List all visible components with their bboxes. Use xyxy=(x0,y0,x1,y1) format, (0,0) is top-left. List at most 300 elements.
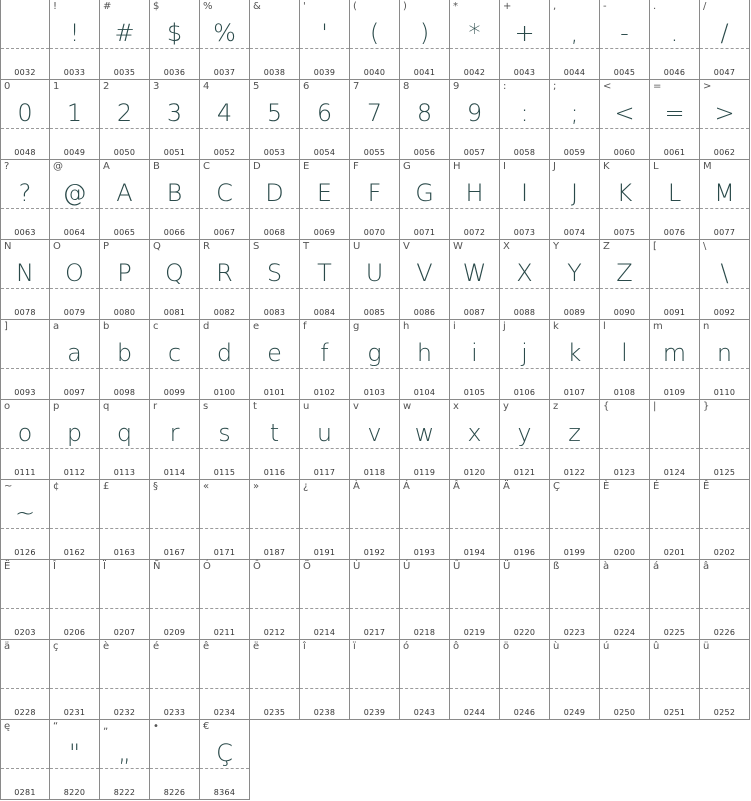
glyph-label: P xyxy=(103,241,110,252)
glyph-cell xyxy=(550,640,600,720)
glyph-sample: I xyxy=(520,179,529,207)
glyph-code: 0191 xyxy=(313,548,336,557)
glyph-sample: 0 xyxy=(17,99,33,127)
glyph-sample: " xyxy=(68,739,81,767)
baseline-guide xyxy=(450,688,499,689)
glyph-cell xyxy=(700,0,750,80)
glyph-sample: / xyxy=(720,19,729,47)
glyph-cell xyxy=(200,480,250,560)
glyph-cell xyxy=(600,400,650,480)
glyph-cell xyxy=(600,560,650,640)
glyph-code: 0101 xyxy=(263,388,286,397)
baseline-guide xyxy=(300,608,349,609)
glyph-cell xyxy=(100,560,150,640)
glyph-label: R xyxy=(203,241,210,252)
glyph-code: 0041 xyxy=(413,68,436,77)
glyph-label: ę xyxy=(4,721,11,732)
glyph-cell xyxy=(50,320,100,400)
glyph-code: 0106 xyxy=(513,388,536,397)
glyph-label: & xyxy=(253,1,261,12)
glyph-code: 0045 xyxy=(613,68,636,77)
glyph-code: 0105 xyxy=(463,388,486,397)
glyph-sample: 4 xyxy=(216,99,233,127)
glyph-cell xyxy=(200,80,250,160)
glyph-label: C xyxy=(203,161,210,172)
glyph-code: 0073 xyxy=(513,228,536,237)
glyph-label: Ï xyxy=(103,561,106,572)
glyph-label: Ó xyxy=(203,561,211,572)
baseline-guide xyxy=(300,688,349,689)
glyph-label: r xyxy=(153,401,158,412)
glyph-code: 0059 xyxy=(563,148,586,157)
glyph-label: Z xyxy=(603,241,610,252)
glyph-code: 0056 xyxy=(413,148,436,157)
glyph-label: â xyxy=(703,561,710,572)
glyph-sample: s xyxy=(218,419,231,447)
glyph-code: 0233 xyxy=(163,708,186,717)
glyph-label: w xyxy=(403,401,412,412)
glyph-label: ¿ xyxy=(303,481,309,492)
glyph-code: 0214 xyxy=(313,628,336,637)
glyph-code: 0062 xyxy=(713,148,736,157)
glyph-cell xyxy=(600,80,650,160)
glyph-label: § xyxy=(153,481,158,492)
glyph-label: “ xyxy=(53,721,59,732)
glyph-code: 0122 xyxy=(563,468,586,477)
glyph-label: ô xyxy=(453,641,460,652)
glyph-code: 0228 xyxy=(14,708,36,717)
glyph-cell xyxy=(150,320,200,400)
glyph-code: 0083 xyxy=(263,308,286,317)
glyph-label: z xyxy=(553,401,559,412)
glyph-cell xyxy=(0,720,50,800)
glyph-label: Á xyxy=(403,481,410,492)
glyph-cell xyxy=(500,640,550,720)
glyph-cell xyxy=(500,400,550,480)
glyph-sample: c xyxy=(167,339,182,367)
glyph-label: q xyxy=(103,401,110,412)
glyph-sample: 6 xyxy=(316,99,333,127)
glyph-label: Ö xyxy=(303,561,311,572)
glyph-code: 0110 xyxy=(713,388,736,397)
glyph-code: 0232 xyxy=(113,708,136,717)
glyph-code: 0076 xyxy=(663,228,686,237)
glyph-label: f xyxy=(303,321,307,332)
glyph-cell xyxy=(350,80,400,160)
glyph-label: i xyxy=(453,321,456,332)
glyph-sample: P xyxy=(117,259,132,287)
glyph-label: î xyxy=(303,641,306,652)
glyph-cell xyxy=(250,0,300,80)
glyph-label: Î xyxy=(53,561,56,572)
glyph-cell xyxy=(700,160,750,240)
glyph-code: 0065 xyxy=(113,228,136,237)
glyph-sample: l xyxy=(621,339,628,367)
glyph-cell xyxy=(350,400,400,480)
glyph-code: 0108 xyxy=(613,388,636,397)
glyph-code: 0224 xyxy=(613,628,636,637)
glyph-cell xyxy=(350,160,400,240)
glyph-label: m xyxy=(653,321,663,332)
glyph-code: 0200 xyxy=(613,548,636,557)
glyph-cell xyxy=(550,80,600,160)
glyph-cell xyxy=(150,160,200,240)
glyph-code: 0194 xyxy=(463,548,486,557)
glyph-label: + xyxy=(503,1,512,12)
glyph-label: ~ xyxy=(4,481,13,492)
glyph-cell xyxy=(450,0,500,80)
baseline-guide xyxy=(150,528,199,529)
glyph-code: 0047 xyxy=(713,68,736,77)
glyph-label: v xyxy=(353,401,359,412)
glyph-code: 0218 xyxy=(413,628,436,637)
glyph-cell xyxy=(550,560,600,640)
glyph-code: 0040 xyxy=(363,68,386,77)
glyph-code: 0078 xyxy=(14,308,36,317)
glyph-cell xyxy=(250,480,300,560)
glyph-code: 0066 xyxy=(163,228,186,237)
glyph-label: e xyxy=(253,321,260,332)
glyph-sample: V xyxy=(416,259,433,287)
glyph-label: . xyxy=(653,1,657,12)
glyph-code: 0081 xyxy=(163,308,186,317)
glyph-label: * xyxy=(453,1,458,12)
glyph-sample: p xyxy=(66,419,83,447)
glyph-code: 0212 xyxy=(263,628,286,637)
glyph-sample: - xyxy=(620,19,629,47)
glyph-code: 0238 xyxy=(313,708,336,717)
glyph-cell xyxy=(550,320,600,400)
glyph-label: / xyxy=(703,1,707,12)
glyph-code: 0223 xyxy=(563,628,586,637)
glyph-cell xyxy=(50,560,100,640)
glyph-code: 0064 xyxy=(63,228,86,237)
glyph-label: U xyxy=(353,241,361,252)
glyph-label: ê xyxy=(203,641,210,652)
glyph-sample: X xyxy=(516,259,533,287)
glyph-code: 0055 xyxy=(363,148,386,157)
glyph-cell xyxy=(600,240,650,320)
glyph-code: 0249 xyxy=(563,708,586,717)
glyph-cell xyxy=(300,400,350,480)
baseline-guide xyxy=(600,448,649,449)
glyph-code: 0115 xyxy=(213,468,236,477)
glyph-label: > xyxy=(703,81,712,92)
glyph-code: 0075 xyxy=(613,228,636,237)
glyph-label: o xyxy=(4,401,11,412)
glyph-label: = xyxy=(653,81,662,92)
glyph-cell xyxy=(50,480,100,560)
glyph-cell xyxy=(300,80,350,160)
glyph-label: d xyxy=(203,321,210,332)
baseline-guide xyxy=(250,528,299,529)
glyph-code: 0069 xyxy=(313,228,336,237)
glyph-cell xyxy=(150,640,200,720)
glyph-sample: Q xyxy=(165,259,184,287)
glyph-sample: @ xyxy=(62,179,87,207)
glyph-label: ' xyxy=(303,1,306,12)
glyph-code: 0171 xyxy=(213,548,236,557)
glyph-code: 0246 xyxy=(513,708,536,717)
baseline-guide xyxy=(300,528,349,529)
glyph-cell xyxy=(0,400,50,480)
glyph-code: 0077 xyxy=(713,228,736,237)
glyph-cell xyxy=(400,0,450,80)
glyph-code: 0250 xyxy=(613,708,636,717)
glyph-label: l xyxy=(603,321,606,332)
glyph-sample: . xyxy=(670,19,679,47)
glyph-code: 0082 xyxy=(213,308,236,317)
glyph-label: Y xyxy=(553,241,560,252)
glyph-label: À xyxy=(353,481,360,492)
glyph-code: 0187 xyxy=(263,548,286,557)
glyph-label: • xyxy=(153,721,159,732)
glyph-cell xyxy=(200,560,250,640)
baseline-guide xyxy=(200,528,249,529)
glyph-code: 0206 xyxy=(63,628,86,637)
glyph-code: 0072 xyxy=(463,228,486,237)
glyph-label: Ü xyxy=(503,561,511,572)
glyph-cell xyxy=(700,320,750,400)
baseline-guide xyxy=(400,688,449,689)
glyph-sample: ( xyxy=(369,19,380,47)
glyph-code: 0058 xyxy=(513,148,536,157)
glyph-label: L xyxy=(653,161,659,172)
baseline-guide xyxy=(150,608,199,609)
glyph-code: 8226 xyxy=(163,788,186,797)
glyph-code: 0084 xyxy=(313,308,336,317)
glyph-cell xyxy=(50,0,100,80)
glyph-code: 0079 xyxy=(63,308,86,317)
glyph-code: 0052 xyxy=(213,148,236,157)
baseline-guide xyxy=(100,608,149,609)
glyph-cell xyxy=(500,0,550,80)
glyph-code: 0167 xyxy=(163,548,186,557)
glyph-code: 0060 xyxy=(613,148,636,157)
glyph-code: 0087 xyxy=(463,308,486,317)
baseline-guide xyxy=(650,688,699,689)
glyph-sample: w xyxy=(414,419,435,447)
glyph-cell xyxy=(0,320,50,400)
glyph-sample: % xyxy=(213,19,236,47)
glyph-sample: i xyxy=(471,339,478,367)
glyph-sample: x xyxy=(467,419,482,447)
glyph-label: 4 xyxy=(203,81,210,92)
glyph-sample: + xyxy=(514,19,535,47)
glyph-code: 0080 xyxy=(113,308,136,317)
glyph-label: É xyxy=(653,481,660,492)
glyph-code: 0097 xyxy=(63,388,86,397)
glyph-sample: G xyxy=(415,179,434,207)
glyph-sample: J xyxy=(570,179,579,207)
glyph-cell xyxy=(50,720,100,800)
glyph-cell xyxy=(650,640,700,720)
glyph-label: X xyxy=(503,241,510,252)
glyph-cell xyxy=(550,480,600,560)
glyph-cell xyxy=(100,480,150,560)
glyph-code: 0209 xyxy=(163,628,186,637)
glyph-sample: t xyxy=(269,419,280,447)
glyph-label: H xyxy=(453,161,461,172)
glyph-label: $ xyxy=(153,1,160,12)
glyph-label: Ë xyxy=(4,561,11,572)
glyph-cell xyxy=(400,80,450,160)
glyph-sample: , xyxy=(570,19,579,47)
glyph-label: Ô xyxy=(253,561,261,572)
baseline-guide xyxy=(700,608,749,609)
glyph-cell xyxy=(200,160,250,240)
glyph-cell xyxy=(100,720,150,800)
glyph-cell xyxy=(650,240,700,320)
glyph-code: 0201 xyxy=(663,548,686,557)
glyph-label: y xyxy=(503,401,509,412)
glyph-cell xyxy=(250,160,300,240)
glyph-cell xyxy=(350,240,400,320)
glyph-code: 0244 xyxy=(463,708,486,717)
glyph-cell xyxy=(450,320,500,400)
glyph-label: s xyxy=(203,401,209,412)
glyph-code: 0093 xyxy=(14,388,36,397)
glyph-label: 5 xyxy=(253,81,260,92)
glyph-code: 0163 xyxy=(113,548,136,557)
glyph-cell xyxy=(350,320,400,400)
glyph-label: n xyxy=(703,321,710,332)
glyph-cell xyxy=(50,240,100,320)
glyph-sample: 2 xyxy=(116,99,133,127)
glyph-cell xyxy=(600,640,650,720)
glyph-sample: K xyxy=(616,179,633,207)
glyph-cell xyxy=(0,0,50,80)
glyph-cell xyxy=(500,240,550,320)
baseline-guide xyxy=(150,768,199,769)
glyph-cell xyxy=(450,160,500,240)
glyph-sample: v xyxy=(367,419,382,447)
glyph-code: 0117 xyxy=(313,468,336,477)
glyph-label: ( xyxy=(353,1,357,12)
glyph-code: 8220 xyxy=(63,788,86,797)
glyph-cell xyxy=(50,640,100,720)
glyph-cell xyxy=(100,640,150,720)
glyph-code: 0199 xyxy=(563,548,586,557)
baseline-guide xyxy=(650,448,699,449)
baseline-guide xyxy=(400,608,449,609)
glyph-cell xyxy=(100,320,150,400)
glyph-cell xyxy=(450,640,500,720)
baseline-guide xyxy=(500,528,549,529)
glyph-code: 0219 xyxy=(463,628,486,637)
glyph-sample: D xyxy=(265,179,284,207)
glyph-code: 0099 xyxy=(163,388,186,397)
baseline-guide xyxy=(600,688,649,689)
glyph-sample: H xyxy=(465,179,484,207)
glyph-label: a xyxy=(53,321,60,332)
glyph-cell xyxy=(350,640,400,720)
glyph-code: 8364 xyxy=(213,788,236,797)
glyph-label: 8 xyxy=(403,81,410,92)
glyph-code: 0049 xyxy=(63,148,86,157)
glyph-sample: U xyxy=(365,259,384,287)
glyph-code: 0037 xyxy=(213,68,236,77)
baseline-guide xyxy=(100,688,149,689)
glyph-code: 0074 xyxy=(563,228,586,237)
glyph-cell xyxy=(500,160,550,240)
glyph-cell xyxy=(500,80,550,160)
glyph-sample: ' xyxy=(321,19,328,47)
glyph-label: Ú xyxy=(403,561,411,572)
baseline-guide xyxy=(650,528,699,529)
glyph-code: 0111 xyxy=(14,468,36,477)
glyph-label: F xyxy=(353,161,359,172)
glyph-sample: O xyxy=(65,259,84,287)
glyph-sample: k xyxy=(567,339,582,367)
glyph-cell xyxy=(700,560,750,640)
baseline-guide xyxy=(50,608,99,609)
glyph-code: 0121 xyxy=(513,468,536,477)
glyph-code: 0039 xyxy=(313,68,336,77)
glyph-cell xyxy=(150,0,200,80)
glyph-code: 0048 xyxy=(14,148,36,157)
glyph-label: ü xyxy=(703,641,710,652)
glyph-label: k xyxy=(553,321,559,332)
glyph-code: 0063 xyxy=(14,228,36,237)
glyph-cell xyxy=(550,160,600,240)
glyph-sample: = xyxy=(664,99,685,127)
glyph-code: 0234 xyxy=(213,708,236,717)
glyph-code: 0114 xyxy=(163,468,186,477)
glyph-cell xyxy=(450,480,500,560)
glyph-sample: F xyxy=(367,179,382,207)
glyph-sample: N xyxy=(16,259,34,287)
glyph-code: 0044 xyxy=(563,68,586,77)
glyph-code: 0061 xyxy=(663,148,686,157)
glyph-sample: 5 xyxy=(266,99,283,127)
glyph-cell xyxy=(450,400,500,480)
glyph-code: 0243 xyxy=(413,708,436,717)
glyph-cell xyxy=(550,400,600,480)
glyph-label: é xyxy=(153,641,160,652)
glyph-label: ç xyxy=(53,641,59,652)
glyph-code: 0113 xyxy=(113,468,136,477)
glyph-label: ö xyxy=(503,641,510,652)
glyph-label: { xyxy=(603,401,610,412)
glyph-label: @ xyxy=(53,161,63,172)
glyph-sample: E xyxy=(316,179,333,207)
baseline-guide xyxy=(700,528,749,529)
glyph-code: 0089 xyxy=(563,308,586,317)
glyph-cell xyxy=(0,80,50,160)
glyph-label: | xyxy=(653,401,657,412)
glyph-cell xyxy=(250,240,300,320)
glyph-label: W xyxy=(453,241,463,252)
glyph-cell xyxy=(150,560,200,640)
glyph-code: 0046 xyxy=(663,68,686,77)
glyph-cell xyxy=(500,560,550,640)
glyph-code: 0192 xyxy=(363,548,386,557)
glyph-label: ï xyxy=(353,641,356,652)
glyph-label: „ xyxy=(103,721,109,732)
glyph-code: 0226 xyxy=(713,628,736,637)
glyph-code: 0252 xyxy=(713,708,736,717)
glyph-label: Ê xyxy=(703,481,710,492)
glyph-label: V xyxy=(403,241,410,252)
glyph-cell xyxy=(650,560,700,640)
glyph-sample: A xyxy=(116,179,133,207)
glyph-code: 0103 xyxy=(363,388,386,397)
glyph-label: ó xyxy=(403,641,410,652)
glyph-sample: M xyxy=(714,179,735,207)
glyph-label: è xyxy=(103,641,110,652)
baseline-guide xyxy=(1,608,49,609)
